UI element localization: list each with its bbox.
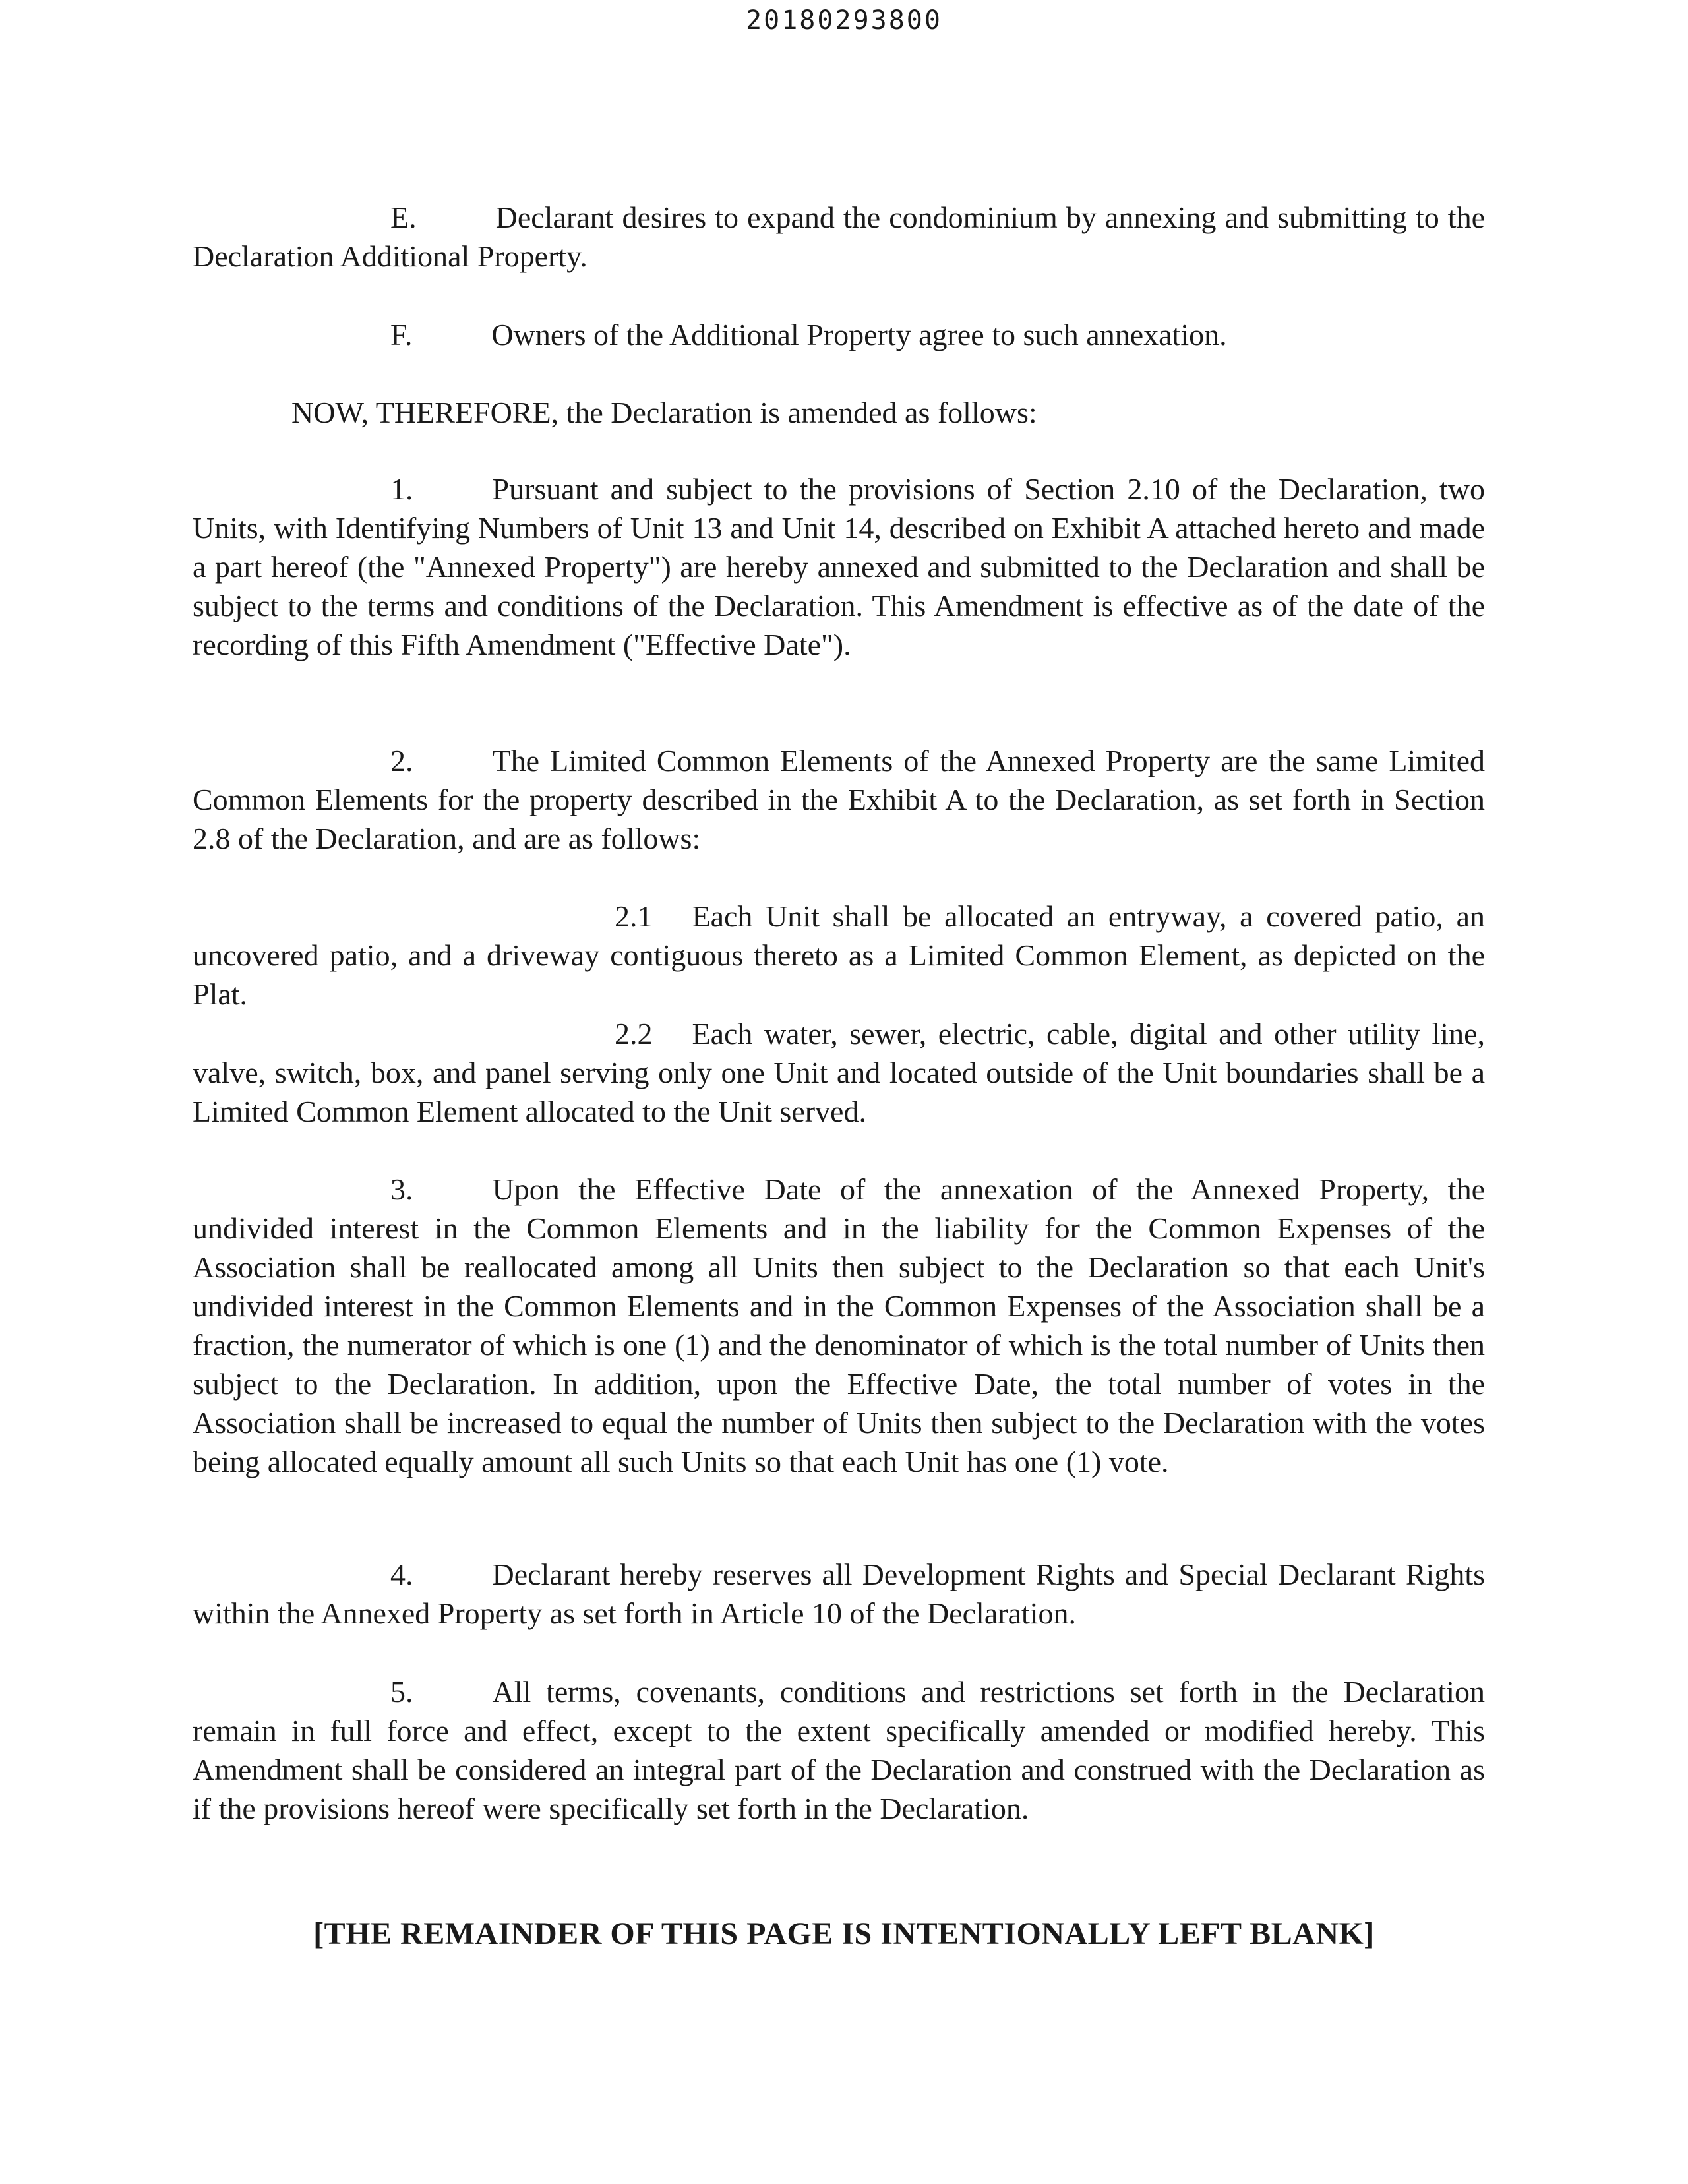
now-therefore-text: NOW, THEREFORE, the Declaration is amended as follows: [291, 396, 1037, 429]
now-therefore-clause [193, 393, 1485, 432]
section-4-marker: 4. [390, 1558, 413, 1591]
section-5 [193, 1672, 1485, 1828]
section-1 [193, 470, 1485, 664]
section-2-2-marker: 2.2 [615, 1017, 653, 1050]
section-4 [193, 1555, 1485, 1633]
section-3-text: Upon the Effective Date of the annexation of the Annexed Property, the undivided interest in the Common Elements and in the liability for the Common Expenses of the Association shall be reallocated among all Units then subject to the Declaration so that each Unit's undivided interest in the Common Elements and in the Common Expenses of the Association shall be a fraction, the numerator of which is one (1) and the denominator of which is the total number of Units then subject to the Declaration. In addition, upon the Effective Date, the total number of votes in the Association shall be increased to equal the number of Units then subject to the Declaration with the votes being allocated equally amount all such Units so that each Unit has one (1) vote. [193, 1172, 1485, 1478]
section-2-marker: 2. [390, 744, 413, 777]
section-1-marker: 1. [390, 472, 413, 506]
recital-e [193, 198, 1485, 276]
section-5-text: All terms, covenants, conditions and restrictions set forth in the Declaration remain in full force and effect, except to the extent specifically amended or modified hereby. This Amendment shall be considered an integral part of the Declaration and construed with the Declaration as if the provisions hereof were specifically set forth in the Declaration. [193, 1675, 1485, 1825]
section-1-text: Pursuant and subject to the provisions of Section 2.10 of the Declaration, two Units, with Identifying Numbers of Unit 13 and Unit 14, described on Exhibit A attached hereto and made a part hereof (the "Annexed Property") are hereby annexed and submitted to the Declaration and shall be subject to the terms and conditions of the Declaration. This Amendment is effective as of the date of the recording of this Fifth Amendment ("Effective Date"). [193, 472, 1485, 661]
section-3 [193, 1170, 1485, 1481]
section-2-text: The Limited Common Elements of the Annexed Property are the same Limited Common Elements for the property described in the Exhibit A to the Declaration, as set forth in Section 2.8 of the Declaration, and are as follows: [193, 744, 1485, 855]
section-2 [193, 741, 1485, 858]
section-2-1-text: Each Unit shall be allocated an entryway, a covered patio, an uncovered patio, and a driveway contiguous thereto as a Limited Common Element, as depicted on the Plat. [193, 899, 1485, 1011]
recital-f-text: Owners of the Additional Property agree to such annexation. [491, 318, 1227, 351]
section-3-marker: 3. [390, 1172, 413, 1206]
section-2-1-marker: 2.1 [615, 899, 653, 933]
section-4-text: Declarant hereby reserves all Development Rights and Special Declarant Rights within the Annexed Property as set forth in Article 10 of the Declaration. [193, 1558, 1485, 1630]
recital-e-text: Declarant desires to expand the condominium by annexing and submitting to the Declaration Additional Property. [193, 200, 1485, 273]
recital-f [193, 315, 1485, 354]
intentionally-blank-notice: [THE REMAINDER OF THIS PAGE IS INTENTIONALLY LEFT BLANK] [313, 1916, 1375, 1951]
section-2-1 [193, 897, 1485, 1014]
recital-e-marker: E. [390, 200, 417, 234]
recital-f-marker: F. [390, 318, 413, 351]
document-number: 20180293800 [746, 5, 942, 36]
section-2-2-text: Each water, sewer, electric, cable, digital and other utility line, valve, switch, box, and panel serving only one Unit and located outside of the Unit boundaries shall be a Limited Common Element allocated to the Unit served. [193, 1017, 1485, 1128]
section-2-2 [193, 1014, 1485, 1131]
section-5-marker: 5. [390, 1675, 413, 1709]
